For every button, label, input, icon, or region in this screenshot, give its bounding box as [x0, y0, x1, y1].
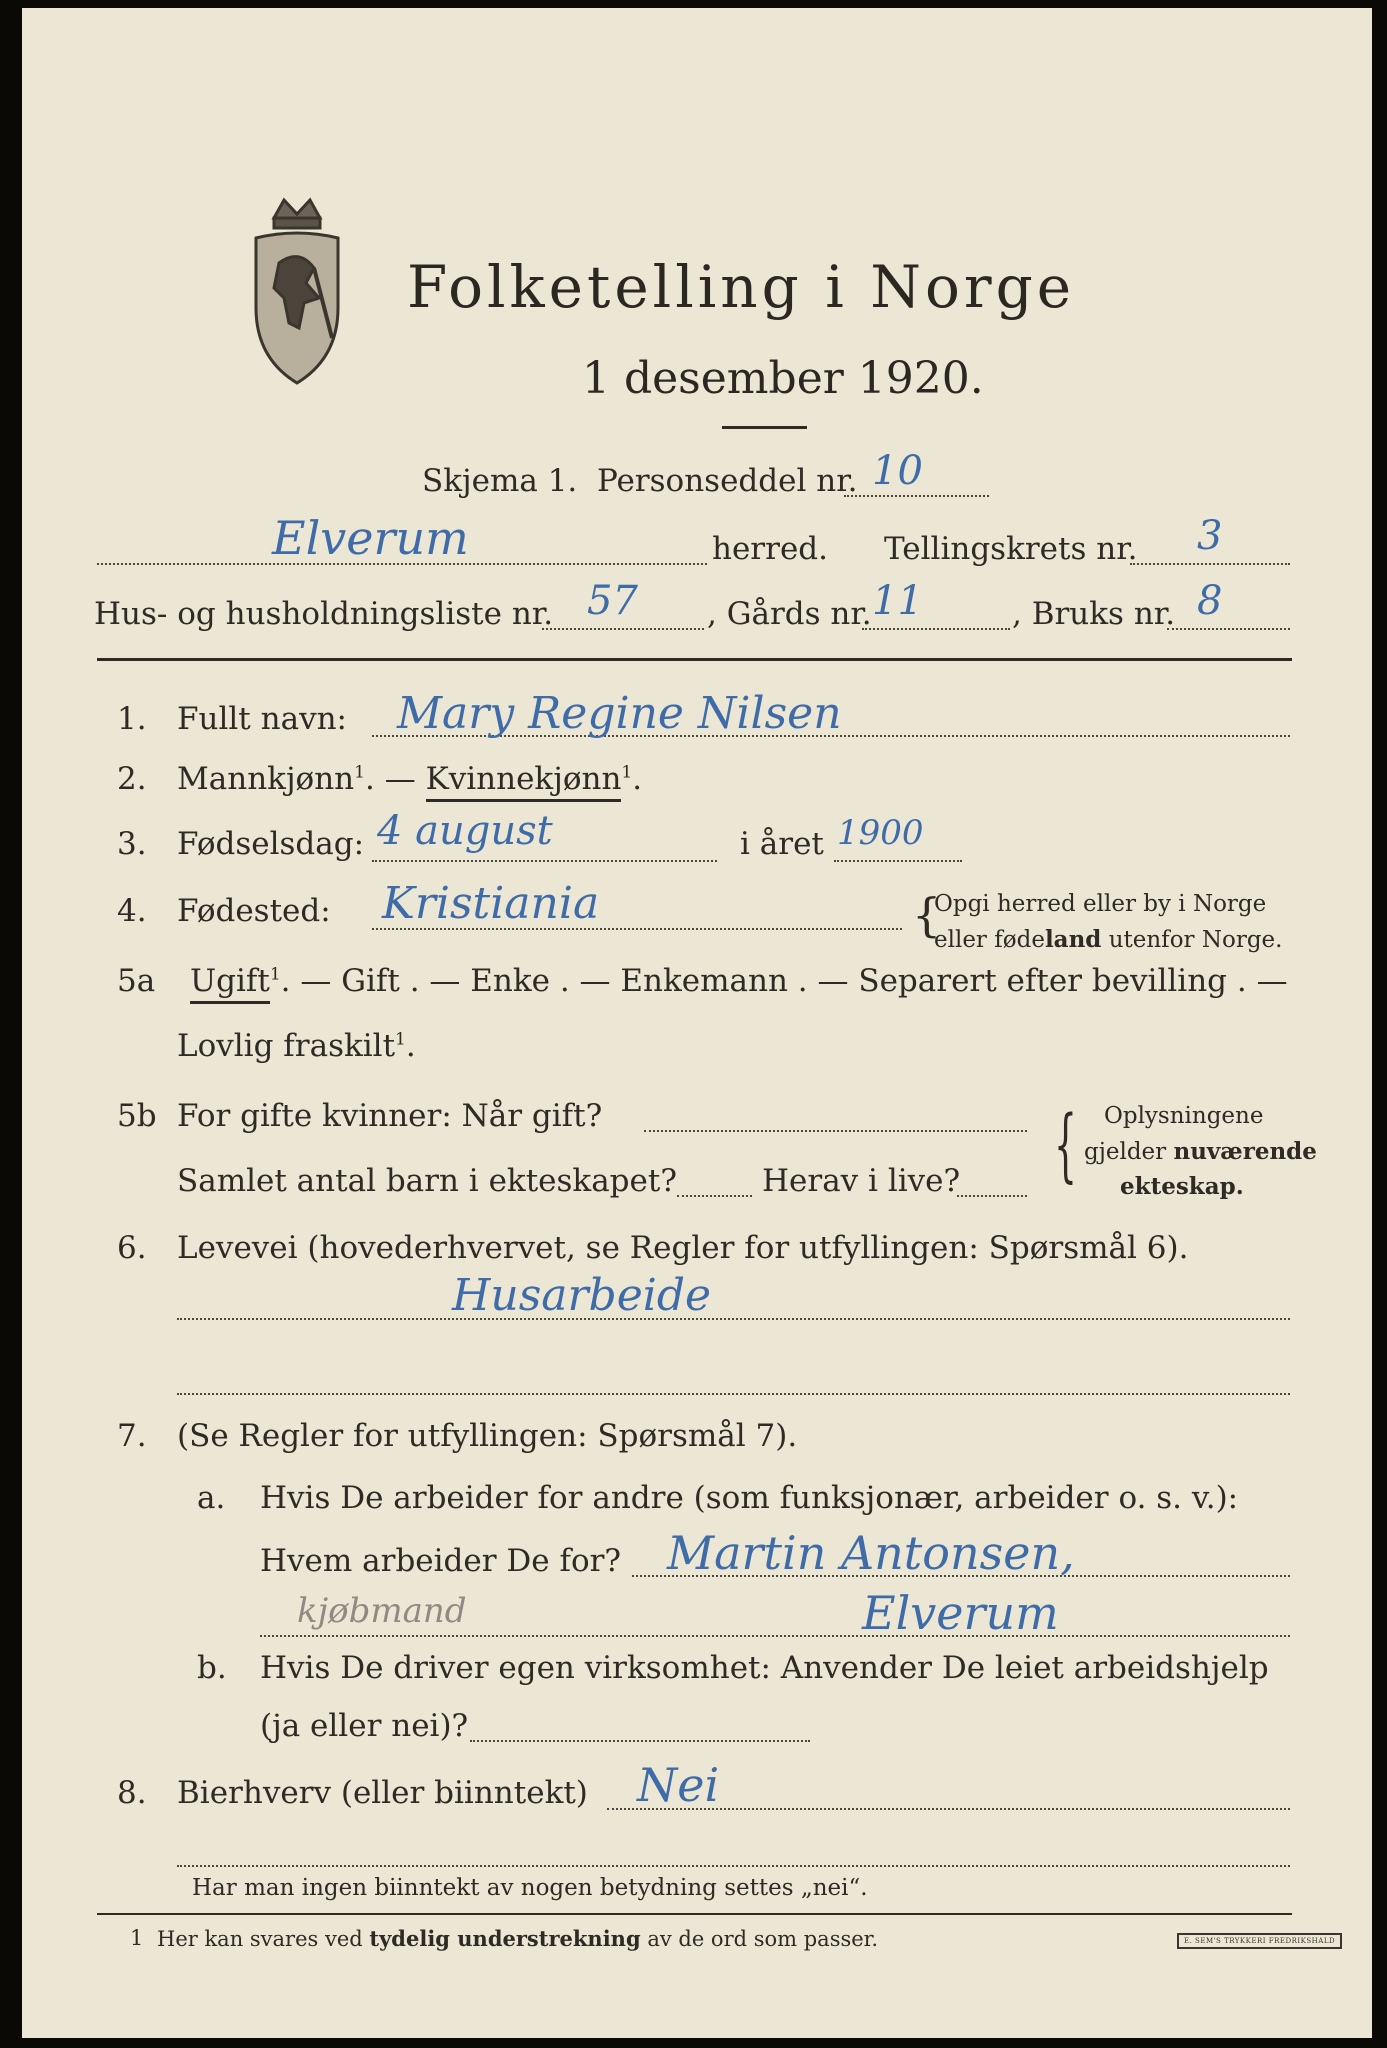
employer-pencil-note: kjøbmand	[297, 1591, 467, 1631]
employer-value: Martin Antonsen,	[667, 1526, 1075, 1580]
employer-location-value: Elverum	[862, 1586, 1059, 1640]
q4-number: 4.	[117, 893, 147, 929]
title-divider	[722, 426, 807, 429]
q7b-question: (ja eller nei)?	[260, 1708, 469, 1744]
option-mannkjonn: Mannkjønn	[177, 761, 355, 797]
q7a-question: Hvem arbeider De for?	[260, 1543, 622, 1579]
bruks-label: , Bruks nr.	[1012, 596, 1176, 632]
q6-label: Levevei (hovederhvervet, se Regler for utfyllingen: Spørsmål 6).	[177, 1230, 1189, 1266]
census-form-page	[22, 8, 1372, 2038]
tellingskrets-value: 3	[1197, 513, 1223, 559]
q5a-marital-options: Ugift$^1$. — Gift . — Enke . — Enkemann . — Separert efter bevilling . —	[190, 963, 1288, 999]
q8-label: Bierhverv (eller biinntekt)	[177, 1775, 588, 1811]
norway-coat-of-arms-icon	[244, 188, 350, 388]
q5b-label-children: Samlet antal barn i ekteskapet?	[177, 1163, 677, 1199]
bruks-value: 8	[1197, 578, 1223, 624]
footer-separator	[97, 1913, 1292, 1915]
birthplace-value: Kristiania	[382, 878, 600, 929]
census-date: 1 desember 1920.	[582, 353, 984, 404]
tellingskrets-label: Tellingskrets nr.	[884, 531, 1138, 567]
q7b-number: b.	[197, 1650, 227, 1686]
q5b-number: 5b	[117, 1098, 157, 1134]
q4-brace: {	[912, 888, 942, 942]
form-title: Folketelling i Norge	[407, 253, 1076, 321]
q4-note-line1: Opgi herred eller by i Norge	[934, 891, 1267, 917]
q5b-note-line2: gjelder nuværende	[1084, 1138, 1317, 1165]
gards-label: , Gårds nr.	[707, 596, 872, 632]
husliste-label: Hus- og husholdningsliste nr.	[94, 596, 554, 632]
occupation-value: Husarbeide	[452, 1270, 712, 1321]
q6-number: 6.	[117, 1230, 147, 1266]
personseddel-value: 10	[872, 448, 923, 494]
q4-label: Fødested:	[177, 893, 331, 929]
footnote-text: Her kan svares ved tydelig understrekning av de ord som passer.	[157, 1926, 879, 1951]
q2-number: 2.	[117, 761, 147, 797]
q8-number: 8.	[117, 1775, 147, 1811]
herred-value: Elverum	[272, 511, 469, 565]
gards-value: 11	[872, 578, 923, 624]
q7-label: (Se Regler for utfyllingen: Spørsmål 7).	[177, 1418, 798, 1454]
printer-stamp: E. SEM'S TRYKKERI FREDRIKSHALD	[1177, 1933, 1342, 1949]
personseddel-label: Personseddel nr.	[597, 463, 858, 499]
q2-gender-options: Mannkjønn$^1$. — Kvinnekjønn$^1$.	[177, 761, 642, 797]
q7a-number: a.	[197, 1480, 226, 1516]
q5a-line2: Lovlig fraskilt$^1$.	[177, 1028, 416, 1064]
q3-label: Fødselsdag:	[177, 826, 365, 862]
q5a-number: 5a	[117, 963, 156, 999]
herred-label: herred.	[712, 531, 828, 567]
full-name-value: Mary Regine Nilsen	[397, 688, 842, 739]
q5b-brace: {	[1053, 1098, 1077, 1191]
husliste-value: 57	[587, 578, 638, 624]
side-income-value: Nei	[637, 1758, 720, 1812]
q4-note-line2: eller fødeland utenfor Norge.	[934, 926, 1283, 953]
footnote-number: 1	[130, 1926, 144, 1950]
q7a-text: Hvis De arbeider for andre (som funksjonær, arbeider o. s. v.):	[260, 1480, 1239, 1516]
option-ugift-underlined: Ugift	[190, 963, 270, 1004]
q7-number: 7.	[117, 1418, 147, 1454]
q3-year-label: i året	[740, 826, 824, 862]
schema-label: Skjema 1.	[422, 463, 578, 499]
footer-note: Har man ingen biinntekt av nogen betydning settes „nei“.	[192, 1875, 868, 1901]
header-separator	[97, 658, 1292, 661]
q3-number: 3.	[117, 826, 147, 862]
q1-label: Fullt navn:	[177, 701, 347, 737]
birth-year-value: 1900	[837, 813, 924, 853]
q5b-note-line3: ekteskap.	[1120, 1173, 1244, 1200]
birthday-value: 4 august	[377, 808, 553, 854]
q5b-note-line1: Oplysningene	[1104, 1103, 1264, 1129]
option-kvinnekjonn-underlined: Kvinnekjønn	[426, 761, 622, 802]
q5b-label-when-married: For gifte kvinner: Når gift?	[177, 1098, 603, 1134]
q5b-label-alive: Herav i live?	[762, 1163, 961, 1199]
q1-number: 1.	[117, 701, 147, 737]
q7b-text: Hvis De driver egen virksomhet: Anvender De leiet arbeidshjelp	[260, 1650, 1269, 1686]
